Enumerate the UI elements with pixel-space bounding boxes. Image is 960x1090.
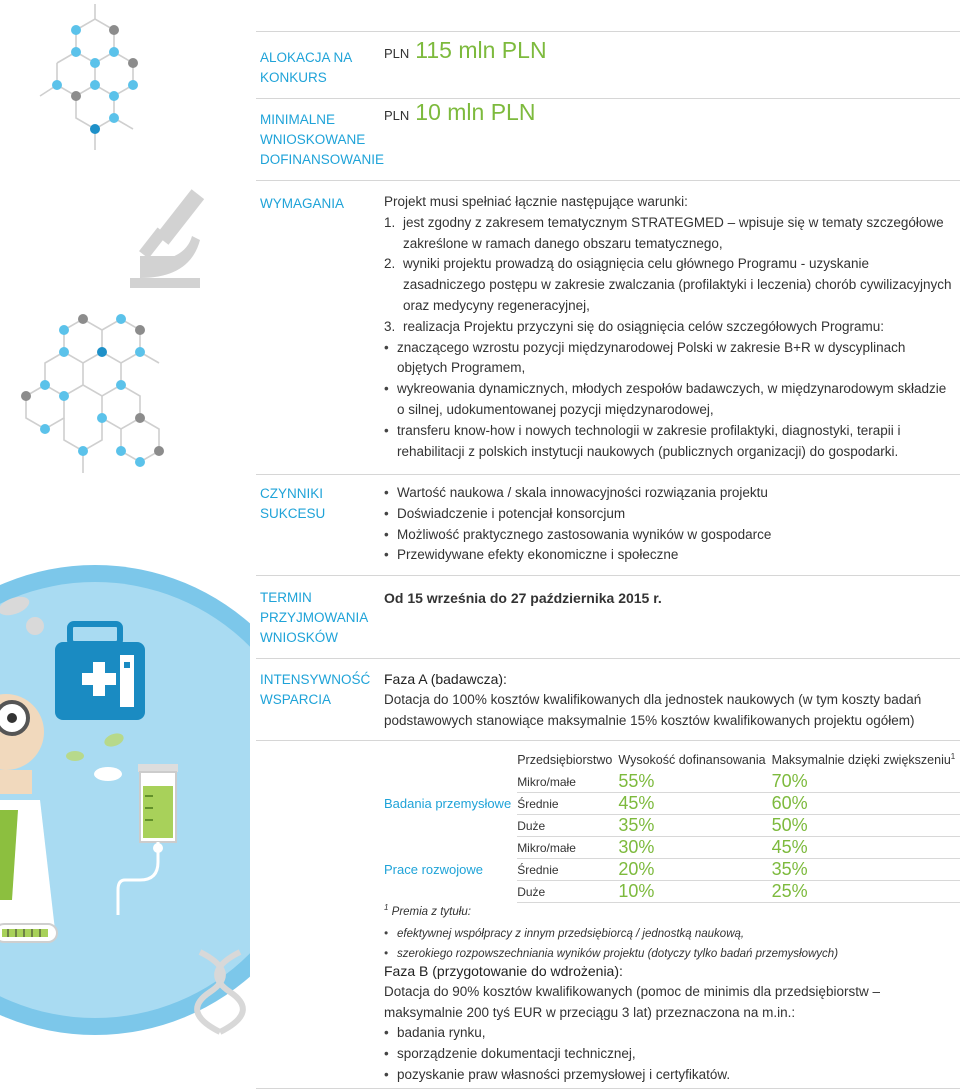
funding-cell: 10% (618, 881, 771, 903)
phase-b-content (384, 961, 954, 1086)
molecule-icon (40, 4, 133, 150)
phase-b-list (384, 1023, 954, 1085)
support-intensity-label: INTENSYWNOŚĆ WSPARCIA (260, 672, 371, 707)
deadline-label: TERMIN PRZYJMOWANIA WNIOSKÓW (260, 590, 368, 645)
list-item: • sporządzenie dokumentacji technicznej, (384, 1044, 954, 1065)
list-item: • Możliwość praktycznego zastosowania wyników w gospodarce (384, 525, 954, 546)
list-item: • Wartość naukowa / skala innowacyjności rozwiązania projektu (384, 483, 954, 504)
requirements-intro: Projekt musi spełniać łącznie następujące warunki: (384, 194, 688, 209)
max-funding-cell: 35% (772, 859, 960, 881)
divider (256, 658, 960, 659)
table-header-row (384, 748, 960, 771)
list-item: • Przewidywane efekty ekonomiczne i społeczne (384, 545, 954, 566)
list-item: 2. wyniki projektu prowadzą do osiągnięcia celu głównego Programu - uzyskanie zasadniczego postępu w zakresie zwalczania (profilaktyki i leczenia) chorób cywilizacyjnych oraz medycyny regeneracyjnej, (384, 256, 952, 313)
divider (256, 1088, 960, 1089)
phase-a-title: Faza A (badawcza): (384, 671, 507, 687)
list-item: 3. realizacja Projektu przyczyni się do osiągnięcia celów szczegółowych Programu: (384, 318, 884, 334)
success-factors-content (384, 483, 954, 566)
allocation-label: ALOKACJA NA KONKURS (260, 50, 352, 85)
list-item: • wykreowania dynamicznych, młodych zespołów badawczych, w międzynarodowym składzie o silnej, udokumentowanej pozycji międzynarodowej, (384, 379, 954, 421)
list-item: • Doświadczenie i potencjał konsorcjum (384, 504, 954, 525)
funding-cell: 55% (618, 771, 771, 793)
size-cell: Średnie (517, 793, 618, 815)
phase-a-text: Dotacja do 100% kosztów kwalifikowanych dla jednostek naukowych (w tym koszty badań podstawowych stanowiące maksymalnie 15% kosztów kwalifikowanych projektu ogółem) (384, 691, 922, 728)
list-item: 1. jest zgodny z zakresem tematycznym STRATEGMED – wpisuje się w tematy szczegółowe zakreślone w ramach danego obszaru tematycznego, (384, 214, 944, 251)
list-item: • badania rynku, (384, 1023, 954, 1044)
size-cell: Mikro/małe (517, 771, 618, 793)
divider (256, 31, 960, 32)
phase-b-text: Dotacja do 90% kosztów kwalifikowanych (pomoc de minimis dla przedsiębiorstw – maksymalnie 200 tyś EUR w przeciągu 3 lat) przeznaczona na m.in.: (384, 983, 880, 1020)
decorative-illustration (0, 0, 250, 1090)
column-header: Maksymalnie dzięki zwiększeniu$^1$ (771, 752, 956, 768)
footnote-title: $^1$ Premia z tytułu: (384, 903, 471, 918)
list-item: • efektywnej współpracy z innym przedsiębiorcą / jednostką naukową, (384, 924, 838, 944)
size-cell: Mikro/małe (517, 837, 618, 859)
phase-a-content (384, 669, 954, 731)
allocation-value (384, 37, 954, 65)
max-funding-cell: 45% (772, 837, 960, 859)
thermometer-icon (0, 924, 57, 942)
footnote (384, 898, 838, 964)
minimum-funding-label: MINIMALNE WNIOSKOWANE DOFINANSOWANIE (260, 112, 385, 167)
divider (256, 474, 960, 475)
divider (256, 575, 960, 576)
category-cell: Badania przemysłowe (384, 795, 512, 811)
table-row (384, 837, 960, 859)
divider (256, 98, 960, 99)
currency-label: PLN (384, 108, 410, 123)
requirements-label: WYMAGANIA (260, 196, 345, 211)
size-cell: Średnie (517, 859, 618, 881)
funding-table (384, 748, 960, 903)
footnote-list (384, 924, 838, 964)
funding-cell: 30% (618, 837, 771, 859)
size-cell: Duże (517, 815, 618, 837)
list-item: • transferu know-how i nowych technologii w zakresie profilaktyki, diagnostyki, terapii i rehabilitacji z polskich instytucji naukowych (publicznych organizacji) do gospodarki. (384, 421, 954, 463)
program-goals-list (384, 338, 954, 463)
phase-b-title: Faza B (przygotowanie do wdrożenia): (384, 963, 623, 979)
requirements-list (384, 213, 954, 338)
category-cell: Prace rozwojowe (384, 861, 483, 877)
max-funding-cell: 60% (772, 793, 960, 815)
list-item: • pozyskanie praw własności przemysłowej i certyfikatów. (384, 1065, 954, 1086)
size-cell: Duże (517, 881, 618, 903)
divider (256, 740, 960, 741)
funding-cell: 35% (618, 815, 771, 837)
requirements-content (384, 192, 954, 462)
minimum-funding-value (384, 99, 954, 127)
table-row (384, 771, 960, 793)
allocation-amount: 115 mln PLN (415, 37, 547, 63)
column-header: Przedsiębiorstwo (517, 752, 613, 767)
microscope-icon (130, 189, 204, 288)
max-funding-cell: 50% (772, 815, 960, 837)
success-factors-list (384, 483, 954, 566)
funding-cell: 45% (618, 793, 771, 815)
currency-label: PLN (384, 46, 410, 61)
max-funding-cell: 70% (772, 771, 960, 793)
list-item: • szerokiego rozpowszechniania wyników projektu (dotyczy tylko badań przemysłowych) (384, 944, 838, 964)
deadline-value: Od 15 września do 27 października 2015 r. (384, 590, 662, 606)
minimum-funding-amount: 10 mln PLN (415, 99, 536, 125)
success-factors-label: CZYNNIKI SUKCESU (260, 486, 326, 521)
max-funding-cell: 25% (772, 881, 960, 903)
list-item: • znaczącego wzrostu pozycji międzynarodowej Polski w zakresie B+R w dyscyplinach objętych Programem, (384, 338, 954, 380)
divider (256, 180, 960, 181)
funding-cell: 20% (618, 859, 771, 881)
column-header: Wysokość dofinansowania (618, 752, 766, 767)
